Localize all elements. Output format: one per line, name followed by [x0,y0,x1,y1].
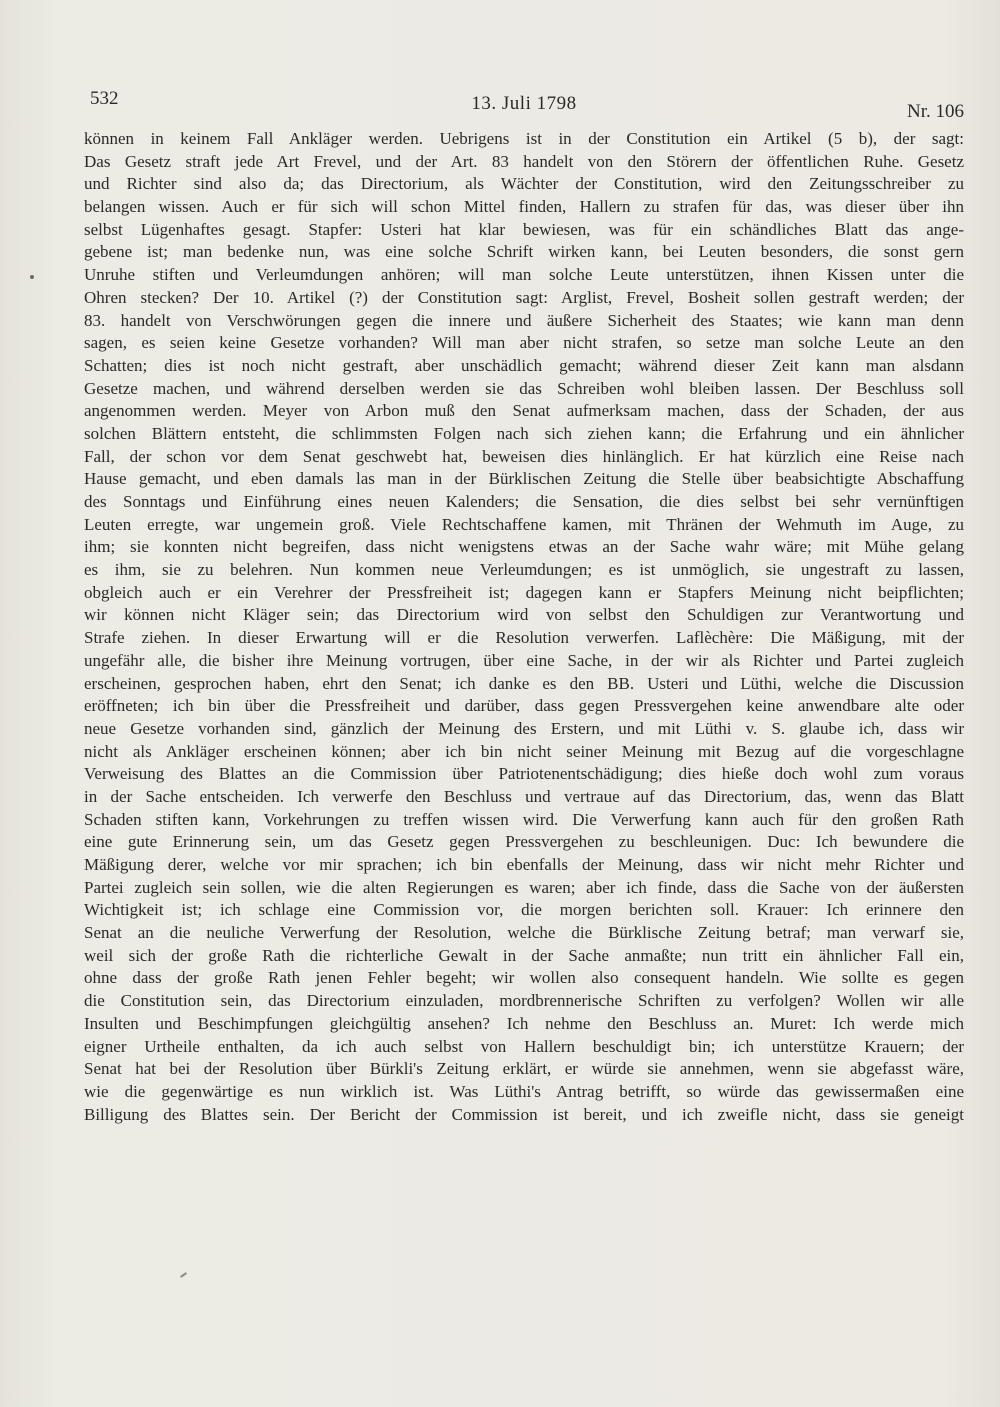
text-line: eröffneten; ich bin über die Pressfreiheit und darüber, dass gegen Pressvergehen keine anwendbare alte oder [84,696,964,716]
text-line: selbst Lügenhaftes gesagt. Stapfer: Usteri hat klar bewiesen, was für ein schändliches Blatt das ange- [84,219,964,239]
text-line: gebene ist; man bedenke nun, was eine solche Schrift wirken kann, bei Leuten besonders, die sonst gern [84,242,964,262]
text-line: des Sonntags und Einführung eines neuen Kalenders; die Sensation, die dies selbst bei sehr vernünftigen [84,492,964,511]
text-line: Insulten und Beschimpfungen gleichgültig ansehen? Ich nehme den Beschluss an. Muret: Ich werde mich [84,1013,964,1033]
text-line: wie die gegenwärtige es nun wirklich ist. Was Lüthi's Antrag betrifft, so würde das gewissermaßen eine [84,1081,964,1101]
text-line: es ihm, sie zu belehren. Nun kommen neue Verleumdungen; es ist unmöglich, sie ungestraft zu lassen, [84,560,964,580]
text-line: Senat hat bei der Resolution über Bürkli's Zeitung erklärt, er würde sie annehmen, wenn sie abgefasst wäre, [84,1059,964,1079]
text-line: ungefähr alle, die bisher ihre Meinung vortrugen, über eine Sache, in der wir als Richter und Partei zugleich [84,650,964,670]
page-date: 13. Juli 1798 [471,93,577,114]
page-number: 532 [90,88,119,109]
text-line: Hause gemacht, und eben damals las man in der Bürklischen Zeitung die Stelle über beabsichtigte Abschaffung [84,469,964,489]
text-line: können in keinem Fall Ankläger werden. Uebrigens ist in der Constitution ein Artikel (5 b), der sagt: [84,129,964,148]
text-line: ihm; sie konnten nicht begreifen, dass nicht wenigstens etwas an der Sache wahr wäre; mit Mühe gelang [84,537,964,557]
text-line: obgleich auch er ein Verehrer der Pressfreiheit ist; dagegen kann er Stapfers Meinung nicht beipflichten; [84,582,964,602]
text-line: sagen, es seien keine Gesetze vorhanden? Will man aber nicht strafen, so setze man solche Leute an den [84,333,964,353]
text-line: belangen wissen. Auch er für sich will schon Mittel finden, Hallern zu strafen für das, was dieser über ihn [84,197,964,217]
text-line: Wichtigkeit ist; ich schlage eine Commission vor, die morgen berichten soll. Krauer: Ich erinnere den [84,900,964,920]
text-line: Partei zugleich sein sollen, wie die alten Regierungen es waren; aber ich finde, dass die Sache von der äußersten [84,877,964,897]
text-line: Billigung des Blattes sein. Der Bericht der Commission ist bereit, und ich zweifle nicht, dass sie geneigt [84,1104,964,1124]
text-line: Verweisung des Blattes an die Commission über Patriotenentschädigung; dies hieße doch wohl zum voraus [84,764,964,784]
text-line: ohne dass der große Rath jenen Fehler begeht; wir wollen also consequent handeln. Wie sollte es gegen [84,968,964,988]
text-line: solchen Blättern entsteht, die schlimmsten Folgen nach sich ziehen kann; die Erfahrung und ein ähnlicher [84,423,964,443]
pencil-mark [180,1272,187,1278]
text-line: erscheinen, gesprochen haben, ehrt den Senat; ich danke es den BB. Usteri und Lüthi, welche die Discussion [84,673,964,693]
text-line: wir können nicht Kläger sein; das Directorium wird von selbst den Schuldigen zur Verantwortung und [84,605,964,625]
text-line: und Richter sind also da; das Directorium, als Wächter der Constitution, wird den Zeitungsschreiber zu [84,174,964,194]
text-line: Strafe ziehen. In dieser Erwartung will er die Resolution verwerfen. Laflèchère: Die Mäßigung, mit der [84,628,964,648]
text-line: Senat an die neuliche Verwerfung der Resolution, welche die Bürklische Zeitung betraf; man verwarf sie, [84,923,964,943]
text-line: Das Gesetz straft jede Art Frevel, und der Art. 83 handelt von den Störern der öffentlichen Ruhe. Gesetz [84,151,964,171]
text-line: Unruhe stiften und Verleumdungen anhören; will man solche Leute unterstützen, ihnen Kissen unter die [84,265,964,285]
text-line: Leuten erregte, war ungemein groß. Viele Rechtschaffene kamen, mit Thränen der Wehmuth im Auge, zu [84,514,964,534]
document-number: Nr. 106 [907,101,964,122]
text-line: Schaden stiften kann, Vorkehrungen zu treffen wissen wird. Die Verwerfung kann auch für den großen Rath [84,809,964,829]
page-header [84,88,964,122]
text-line: weil sich der große Rath die richterliche Gewalt in der Sache anmaßte; nun tritt ein ähnlicher Fall ein, [84,945,964,965]
text-line: Mäßigung derer, welche vor mir sprachen; ich bin ebenfalls der Meinung, dass wir nicht mehr Richter und [84,855,964,874]
margin-dot [30,275,34,279]
text-line: eine gute Erinnerung sein, um das Gesetz gegen Pressvergehen zu beschleunigen. Duc: Ich bewundere die [84,832,964,852]
text-line: neue Gesetze vorhanden sind, gänzlich der Meinung des Erstern, und mit Lüthi v. S. glaube ich, dass wir [84,718,964,738]
text-line: Fall, der schon vor dem Senat geschwebt hat, beweisen dies hinlänglich. Er hat kürzlich eine Reise nach [84,446,964,466]
text-line: die Constitution sein, das Directorium einzuladen, mordbrennerische Schriften zu verfolgen? Wollen wir alle [84,991,964,1011]
text-line: Schatten; dies ist noch nicht gestraft, aber unschädlich gemacht; während dieser Zeit kann man alsdann [84,355,964,375]
text-line: nicht als Ankläger erscheinen können; aber ich bin nicht seiner Meinung mit Bezug auf die vorgeschlagne [84,741,964,761]
text-line: in der Sache entscheiden. Ich verwerfe den Beschluss und vertraue auf das Directorium, das, wenn das Blatt [84,786,964,806]
text-line: eigner Urtheile enthalten, da ich auch selbst von Hallern beschuldigt bin; ich unterstütze Krauern; der [84,1036,964,1056]
text-line: Ohren stecken? Der 10. Artikel (?) der Constitution sagt: Arglist, Frevel, Bosheit sollen gestraft werden; der [84,287,964,307]
text-line: 83. handelt von Verschwörungen gegen die innere und äußere Sicherheit des Staates; wie kann man denn [84,310,964,330]
text-line: angenommen werden. Meyer von Arbon muß den Senat aufmerksam machen, dass der Schaden, der aus [84,401,964,421]
text-line: Gesetze machen, und während derselben werden sie das Schreiben wohl bleiben lassen. Der Beschluss soll [84,378,964,398]
body-text [84,128,964,1126]
